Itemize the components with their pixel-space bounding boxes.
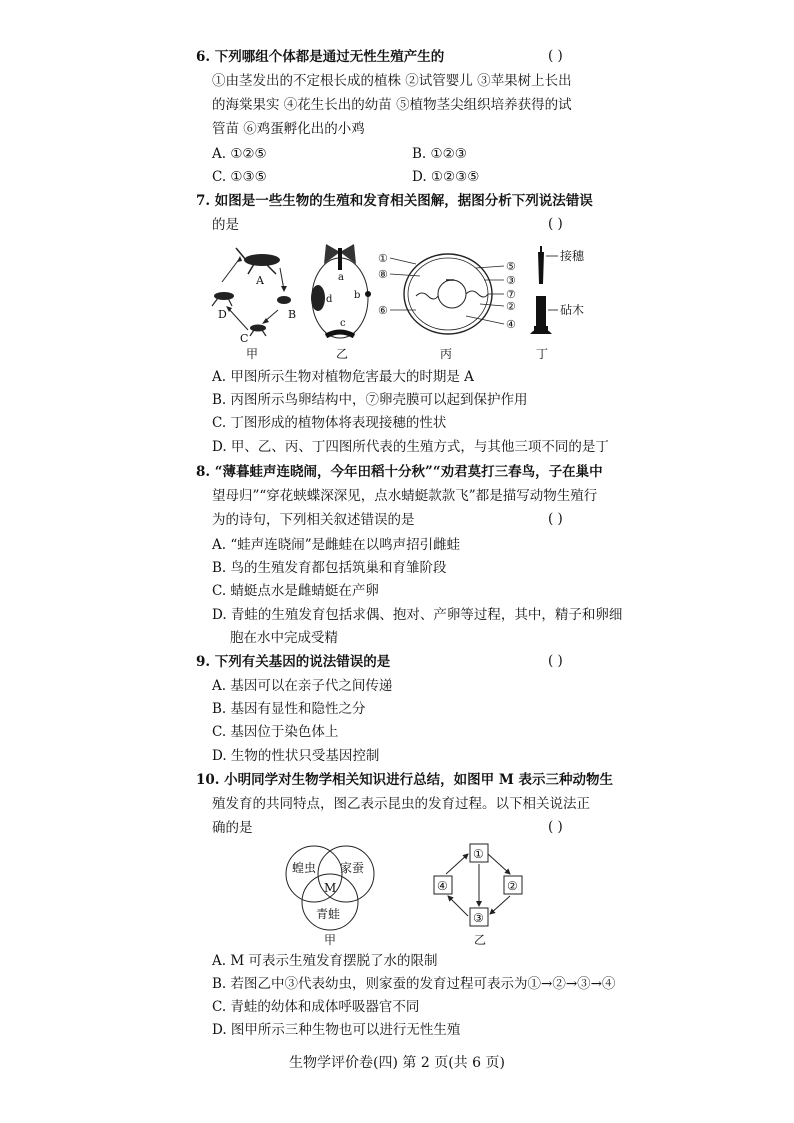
q9-option-c: C. 基因位于染色体上 (212, 724, 339, 740)
q7-stem-1: 7. 如图是一些生物的生殖和发育相关图解，据图分析下列说法错误 (196, 193, 593, 209)
q8-option-c: C. 蜻蜓点水是雌蜻蜓在产卵 (212, 583, 379, 599)
q10-option-d: D. 图甲所示三种生物也可以进行无性生殖 (212, 1022, 461, 1038)
bing-left-8: ⑧ (378, 268, 388, 281)
bing-right-2: ② (506, 300, 516, 313)
q6-line-2: 的海棠果实 ④花生长出的幼苗 ⑤植物茎尖组织培养获得的试 (212, 97, 572, 113)
q10-answer-paren: ( ) (548, 819, 563, 835)
ding-rootstock-label: 砧木 (560, 303, 585, 317)
grasshopper-eggs-icon (277, 296, 291, 304)
q7-option-a: A. 甲图所示生物对植物危害最大的时期是 A (212, 369, 474, 385)
q7-option-b: B. 丙图所示鸟卵结构中，⑦卵壳膜可以起到保护作用 (212, 392, 528, 408)
yi-letter-b: b (354, 290, 361, 301)
q6-line-3: 管苗 ⑥鸡蛋孵化出的小鸡 (212, 121, 365, 137)
jia-letter-c: C (240, 332, 249, 345)
q8-answer-paren: ( ) (548, 511, 563, 527)
q10-option-a: A. M 可表示生殖发育摆脱了水的限制 (212, 953, 438, 969)
cycle-node-4: ④ (437, 879, 448, 893)
q8-option-d: D. 青蛙的生殖发育包括求偶、抱对、产卵等过程，其中，精子和卵细 (212, 607, 623, 623)
cycle-node-1: ① (473, 847, 484, 861)
grasshopper-nymph-bottom-icon (250, 325, 266, 337)
q10-cycle-figure (426, 840, 536, 952)
bing-right-5: ⑤ (506, 260, 516, 273)
q8-option-a: A. “蛙声连晓闹”是雌蛙在以鸣声招引雌蛙 (212, 537, 461, 553)
moth-larva-icon (326, 332, 354, 336)
q6-option-a: A. ①②⑤ (212, 146, 267, 162)
q9-option-d: D. 生物的性状只受基因控制 (212, 748, 380, 764)
venn-caption: 甲 (324, 933, 337, 947)
grasshopper-adult-icon (236, 248, 280, 274)
grasshopper-nymph-left-icon (212, 292, 234, 306)
ding-scion-label: 接穗 (560, 249, 585, 263)
yi-letter-d: d (326, 294, 333, 305)
q10-option-c: C. 青蛙的幼体和成体呼吸器官不同 (212, 999, 420, 1015)
q10-line-2: 殖发育的共同特点，图乙表示昆虫的发育过程。以下相关说法正 (212, 796, 590, 812)
q8-option-d-cont: 胞在水中完成受精 (230, 630, 338, 646)
moth-egg-icon (365, 291, 371, 297)
q6-option-c: C. ①③⑤ (212, 169, 267, 185)
q6-line-1: ①由茎发出的不定根长成的植株 ②试管婴儿 ③苹果树上长出 (212, 73, 572, 89)
yi-label: 乙 (336, 347, 349, 361)
q9-option-a: A. 基因可以在亲子代之间传递 (212, 678, 393, 694)
q10-option-b: B. 若图乙中③代表幼虫，则家蚕的发育过程可表示为①→②→③→④ (212, 976, 616, 992)
venn-silkworm-label: 家蚕 (340, 861, 365, 875)
q7-figure-yi (306, 238, 376, 362)
q8-line-1: 8. “薄暮蛙声连晓闹，今年田稻十分秋”“劝君莫打三春鸟，子在巢中 (196, 464, 603, 480)
q10-line-3: 确的是 (212, 820, 253, 836)
rootstock-icon (530, 296, 552, 334)
q7-option-d: D. 甲、乙、丙、丁四图所代表的生殖方式，与其他三项不同的是丁 (212, 439, 609, 455)
q9-stem: 9. 下列有关基因的说法错误的是 (196, 654, 391, 670)
q10-line-1: 10. 小明同学对生物学相关知识进行总结，如图甲 M 表示三种动物生 (196, 772, 614, 788)
q6-answer-paren: ( ) (548, 48, 563, 64)
moth-adult-icon (324, 244, 356, 270)
q7-figure-jia (204, 238, 300, 362)
bing-left-6: ⑥ (378, 304, 388, 317)
yi-letter-c: c (340, 318, 346, 329)
q10-venn-figure (276, 842, 386, 950)
venn-locust-label: 蝗虫 (292, 861, 317, 875)
q6-stem: 6. 下列哪组个体都是通过无性生殖产生的 (196, 49, 445, 65)
q8-line-3: 为的诗句，下列相关叙述错误的是 (212, 512, 415, 528)
q7-answer-paren: ( ) (548, 216, 563, 232)
q8-line-2: 望母归”“穿花蛱蝶深深见，点水蜻蜓款款飞”都是描写动物生殖行 (212, 488, 598, 504)
q7-figure-bing (376, 244, 526, 362)
q6-option-d: D. ①②③⑤ (412, 169, 480, 185)
jia-letter-a: A (256, 274, 264, 287)
ding-label: 丁 (536, 347, 549, 361)
cycle-caption: 乙 (474, 933, 487, 947)
jia-label: 甲 (246, 347, 259, 361)
q9-answer-paren: ( ) (548, 653, 563, 669)
venn-m-label: M (324, 881, 337, 895)
jia-letter-b: B (288, 308, 297, 321)
jia-letter-d: D (218, 308, 227, 321)
bing-right-3: ③ (506, 274, 516, 287)
cycle-node-2: ② (507, 879, 518, 893)
bing-right-7: ⑦ (506, 288, 516, 301)
moth-pupa-icon (311, 285, 325, 311)
q7-option-c: C. 丁图形成的植物体将表现接穗的性状 (212, 415, 447, 431)
venn-frog-label: 青蛙 (316, 907, 341, 921)
page-footer: 生物学评价卷(四) 第 2 页(共 6 页) (289, 1055, 505, 1071)
q9-option-b: B. 基因有显性和隐性之分 (212, 701, 366, 717)
q7-figure-ding (528, 244, 608, 362)
q6-option-b: B. ①②③ (412, 146, 467, 162)
cycle-node-3: ③ (473, 911, 484, 925)
bing-left-1: ① (378, 252, 388, 265)
bing-right-4: ④ (506, 318, 516, 331)
q7-stem-2: 的是 (212, 217, 239, 233)
q8-option-b: B. 鸟的生殖发育都包括筑巢和育雏阶段 (212, 560, 447, 576)
bing-label: 丙 (440, 347, 453, 361)
scion-icon (538, 246, 544, 284)
yi-letter-a: a (338, 272, 344, 283)
